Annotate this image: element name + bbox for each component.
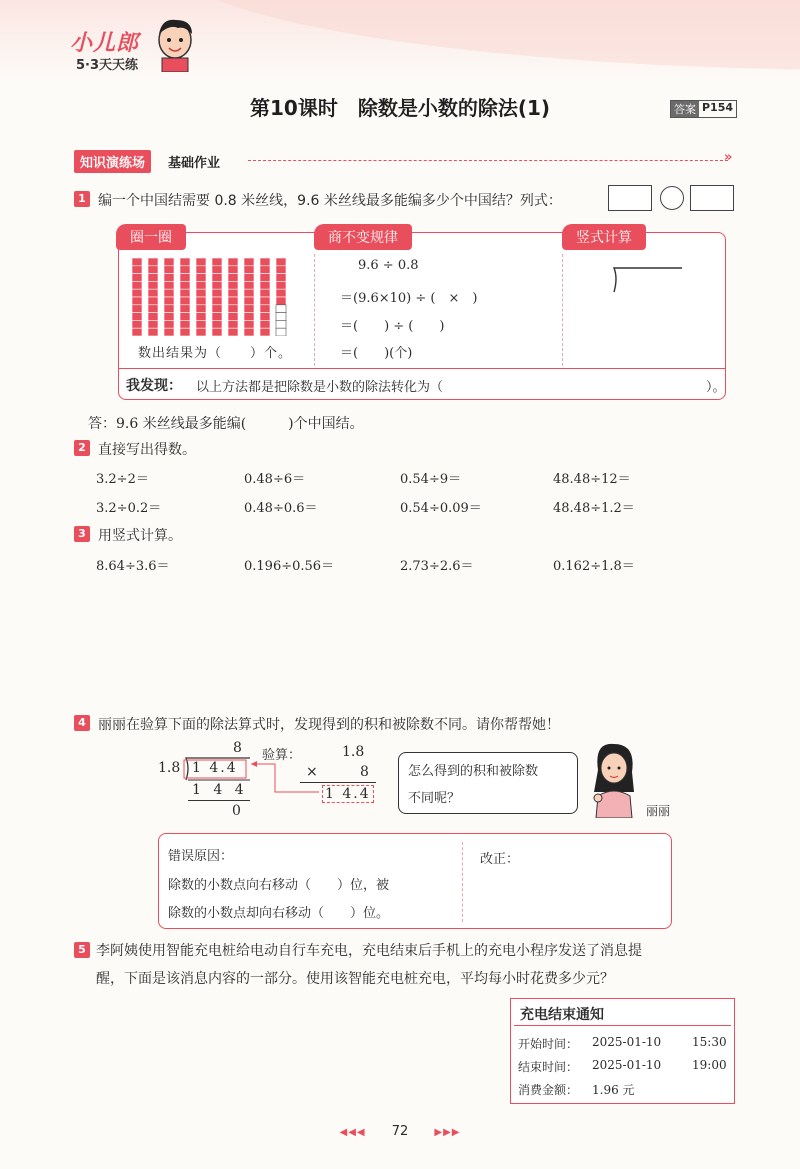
girl-lili-icon [584,740,644,818]
division-remainder: 0 [232,803,241,819]
rule-line-4: ＝( )(个) [340,346,413,361]
section-subtitle: 基础作业 [168,156,221,171]
division-rule [188,800,250,801]
panel-rule [119,368,725,369]
question-2-text: 直接写出得数。 [98,442,196,458]
discover-end: ）。 [706,380,726,395]
check-result: 1 4.4 [322,785,374,803]
next-arrows-icon: ▶▶▶ [434,1127,461,1138]
rule-line-1: 9.6 ÷ 0.8 [358,258,419,273]
comparison-arrow-icon [245,760,325,798]
section-divider [248,160,728,161]
division-quotient: 8 [233,740,242,756]
division-product: 1 4 4 [192,782,248,798]
bubble-line-1: 怎么得到的积和被除数 [408,764,539,779]
brand-subtitle: 5·3天天练 [76,58,139,73]
notice-start-label: 开始时间： [518,1037,579,1051]
division-bracket-icon [610,264,684,294]
notice-title: 充电结束通知 [520,1007,604,1023]
question-number-3: 3 [74,526,90,542]
count-result-text: 数出结果为（ ）个。 [138,346,293,361]
rule-line-2: ＝(9.6×10) ÷ ( × ) [340,291,478,306]
vertical-calc-2: 0.196÷0.56＝ [244,559,335,574]
rule-line-3: ＝( ) ÷ ( ) [340,319,445,334]
error-reason-label: 错误原因： [168,849,234,864]
notice-end-label: 结束时间： [518,1060,579,1074]
mental-calc-7: 0.54÷0.09＝ [400,501,482,516]
vertical-calc-4: 0.162÷1.8＝ [553,559,635,574]
mental-calc-6: 0.48÷0.6＝ [244,501,318,516]
question-5-line-1: 李阿姨使用智能充电桩给电动自行车充电，充电结束后手机上的充电小程序发送了消息提 [96,943,642,959]
question-1-text: 编一个中国结需要 0.8 米丝线，9.6 米丝线最多能编多少个中国结？列式： [98,193,562,209]
mental-calc-1: 3.2÷2＝ [96,472,149,487]
page-title: 第10课时 除数是小数的除法(1) [249,96,551,120]
mental-calc-3: 0.54÷9＝ [400,472,462,487]
notice-divider [514,1025,731,1026]
notice-end-time: 19:00 [692,1058,727,1072]
notice-end-date: 2025-01-10 [592,1058,662,1072]
answer-label: 答案 [671,101,699,117]
vertical-calc-3: 2.73÷2.6＝ [400,559,474,574]
question-4-text: 丽丽在验算下面的除法算式时，发现得到的积和被除数不同。请你帮帮她！ [98,717,560,733]
error-line-1: 除数的小数点向右移动（ ）位，被 [168,878,390,893]
panel-divider-1 [314,254,315,366]
check-label: 验算： [262,748,302,763]
tab-quotient-rule: 商不变规律 [314,224,412,250]
error-panel-divider [462,842,463,922]
correction-label: 改正： [480,852,520,867]
question-number-5: 5 [74,942,90,958]
formula-blank-1[interactable] [608,185,652,211]
mascot-boy-icon [152,14,198,72]
mental-calc-4: 48.48÷12＝ [553,472,631,487]
check-factor-a: 1.8 [342,744,365,760]
bead-grid-illustration [132,258,302,336]
division-divisor: 1.8 [158,760,181,776]
question-number-2: 2 [74,440,90,456]
operator-blank[interactable] [660,186,684,210]
question-5-line-2: 醒，下面是该消息内容的一部分。使用该智能充电桩充电，平均每小时花费多少元？ [96,971,614,987]
notice-cost-label: 消费金额： [518,1083,579,1097]
mental-calc-2: 0.48÷6＝ [244,472,306,487]
division-dividend: 1 4.4 [192,760,238,776]
brand-logo: 小儿郎 [70,31,140,56]
notice-start-date: 2025-01-10 [592,1035,662,1049]
discover-label: 我发现： [126,378,182,394]
question-number-1: 1 [74,191,90,207]
notice-start-time: 15:30 [692,1035,727,1049]
tab-circle: 圈一圈 [116,224,186,250]
panel-divider-2 [562,254,563,366]
section-tag: 知识演练场 [74,150,151,173]
question-number-4: 4 [74,715,90,731]
vertical-calc-1: 8.64÷3.6＝ [96,559,170,574]
question-3-text: 用竖式计算。 [98,528,182,544]
mental-calc-5: 3.2÷0.2＝ [96,501,162,516]
girl-name-label: 丽丽 [646,804,671,818]
page-footer [0,1124,800,1139]
discover-text: 以上方法都是把除数是小数的除法转化为（ [196,380,444,395]
mental-calc-8: 48.48÷1.2＝ [553,501,635,516]
check-factor-b: 8 [360,764,369,780]
formula-blank-2[interactable] [690,185,734,211]
notice-cost-value: 1.96 元 [592,1083,635,1097]
answer-reference [670,100,737,118]
check-operator: × [306,764,318,780]
question-1-answer: 答：9.6 米丝线最多能编( )个中国结。 [88,416,364,432]
prev-arrows-icon: ◀◀◀ [339,1127,366,1138]
error-line-2: 除数的小数点却向右移动（ ）位。 [168,906,390,921]
page-number: 72 [391,1124,409,1139]
answer-page: P154 [702,101,734,114]
tab-vertical-calc: 竖式计算 [562,224,646,250]
double-chevron-icon: » [724,150,733,165]
bubble-line-2: 不同呢？ [408,791,461,806]
